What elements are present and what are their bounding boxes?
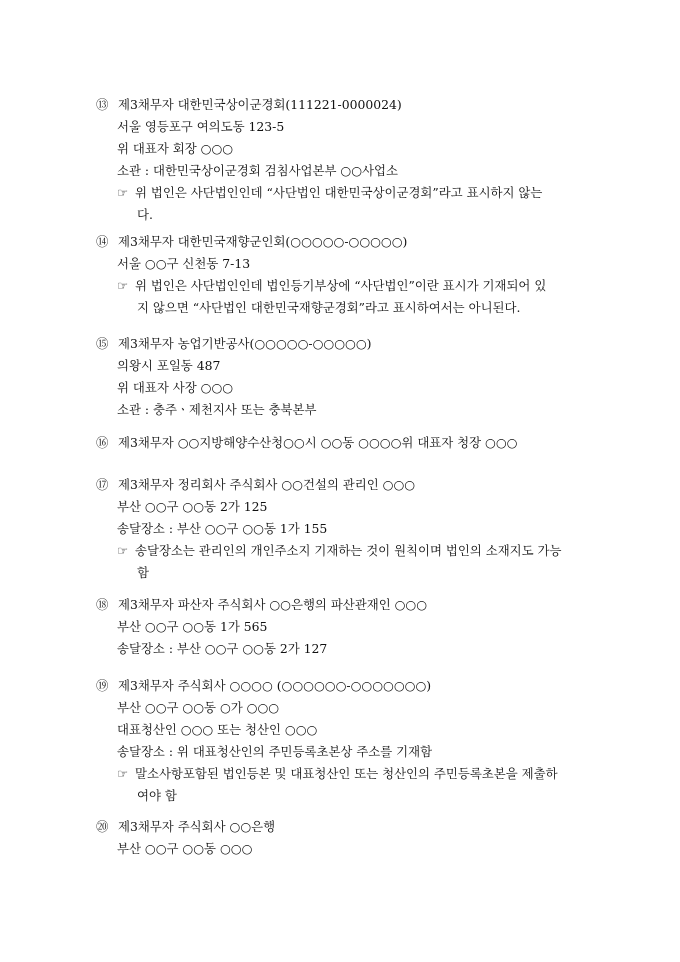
- entry-title: 제3채무자 농업기반공사(○○○○○-○○○○○): [118, 336, 372, 351]
- entry-number: ⑱: [96, 597, 109, 612]
- entry-heading: [96, 818, 275, 836]
- service-address-line: 송달장소 : 부산 ○○구 ○○동 1가 155: [117, 521, 328, 536]
- pointing-hand-icon: ☞: [117, 543, 129, 558]
- entry-number: ⑰: [96, 477, 109, 492]
- note-text: 말소사항포함된 법인등본 및 대표청산인 또는 청산인의 주민등록초본을 제출하: [135, 766, 558, 781]
- address-line: 의왕시 포일동 487: [117, 358, 221, 373]
- entry-title: 제3채무자 파산자 주식회사 ○○은행의 파산관재인 ○○○: [118, 597, 428, 612]
- note-line: [117, 184, 542, 202]
- note-text: 위 법인은 사단법인인데 법인등기부상에 “사단법인”이란 표시가 기재되어 있: [135, 278, 547, 293]
- entry-heading: [96, 596, 427, 614]
- entry-heading: [96, 677, 431, 695]
- entry-title: 제3채무자 정리회사 주식회사 ○○건설의 관리인 ○○○: [118, 477, 416, 492]
- entry-heading: [96, 434, 517, 452]
- jurisdiction-line: 소관 : 대한민국상이군경회 검침사업본부 ○○사업소: [117, 163, 398, 178]
- pointing-hand-icon: ☞: [117, 185, 129, 200]
- entry-number: ⑮: [96, 336, 109, 351]
- address-line: 부산 ○○구 ○○동 1가 565: [117, 619, 268, 634]
- note-continuation: 다.: [137, 207, 153, 222]
- entry-title: 제3채무자 ○○지방해양수산청○○시 ○○동 ○○○○위 대표자 청장 ○○○: [118, 435, 518, 450]
- representative-line: 위 대표자 회장 ○○○: [117, 141, 234, 156]
- liquidator-line: 대표청산인 ○○○ 또는 청산인 ○○○: [117, 722, 318, 737]
- entry-number: ⑳: [96, 819, 109, 834]
- entry-heading: [96, 476, 415, 494]
- representative-line: 위 대표자 사장 ○○○: [117, 380, 234, 395]
- entry-title: 제3채무자 대한민국재향군인회(○○○○○-○○○○○): [118, 234, 408, 249]
- entry-number: ⑭: [96, 234, 109, 249]
- address-line: 서울 ○○구 신천동 7-13: [117, 256, 251, 271]
- entry-title: 제3채무자 주식회사 ○○은행: [118, 819, 276, 834]
- note-line: [117, 765, 558, 783]
- note-text: 위 법인은 사단법인인데 “사단법인 대한민국상이군경회”라고 표시하지 않는: [135, 185, 543, 200]
- service-address-line: 송달장소 : 위 대표청산인의 주민등록초본상 주소를 기재함: [117, 744, 433, 759]
- entry-heading: [96, 233, 407, 251]
- address-line: 부산 ○○구 ○○동 ○○○: [117, 841, 253, 856]
- note-text: 송달장소는 관리인의 개인주소지 기재하는 것이 원칙이며 법인의 소재지도 가능: [135, 543, 562, 558]
- entry-title: 제3채무자 대한민국상이군경회(111221-0000024): [118, 97, 402, 112]
- service-address-line: 송달장소 : 부산 ○○구 ○○동 2가 127: [117, 641, 328, 656]
- entry-number: ⑲: [96, 678, 109, 693]
- pointing-hand-icon: ☞: [117, 766, 129, 781]
- note-continuation: 함: [137, 565, 149, 580]
- entry-heading: [96, 96, 402, 114]
- jurisdiction-line: 소관 : 충주ㆍ제천지사 또는 충북본부: [117, 402, 317, 417]
- pointing-hand-icon: ☞: [117, 278, 129, 293]
- address-line: 서울 영등포구 여의도동 123-5: [117, 119, 285, 134]
- note-continuation: 지 않으면 “사단법인 대한민국재향군경회”라고 표시하여서는 아니된다.: [137, 300, 521, 315]
- entry-title: 제3채무자 주식회사 ○○○○ (○○○○○○-○○○○○○○): [118, 678, 432, 693]
- note-continuation: 여야 함: [137, 788, 177, 803]
- entry-number: ⑬: [96, 97, 109, 112]
- address-line: 부산 ○○구 ○○동 2가 125: [117, 499, 268, 514]
- entry-number: ⑯: [96, 435, 109, 450]
- note-line: [117, 277, 546, 295]
- address-line: 부산 ○○구 ○○동 ○가 ○○○: [117, 700, 280, 715]
- note-line: [117, 542, 562, 560]
- entry-heading: [96, 335, 372, 353]
